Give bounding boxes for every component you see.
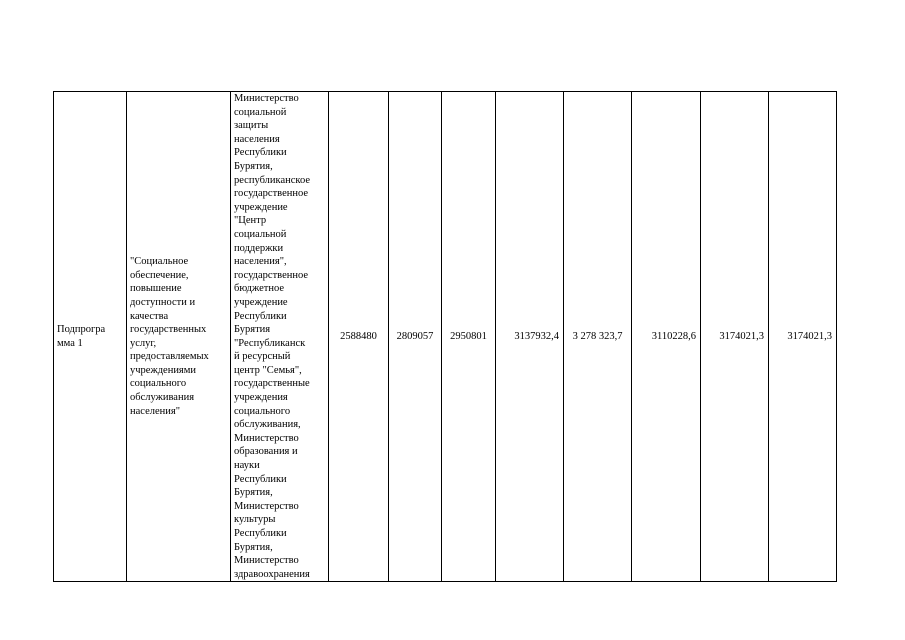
table-row bbox=[54, 92, 837, 582]
value-cell: 2588480 bbox=[329, 92, 389, 582]
value-cell: 2809057 bbox=[389, 92, 442, 582]
executors-cell: Министерство социальной защиты населения Республики Бурятия, республиканское государственное учреждение "Центр социальной поддержки населения", государственное бюджетное учреждение Республики Бурятия "Республиканск й ресурсный центр "Семья", государственные учреждения социального обслуживания, Министерство образования и науки Республики Бурятия, Министерство культуры Республики Бурятия, Министерство здравоохранения bbox=[231, 92, 329, 582]
subprogram-cell: Подпрогра мма 1 bbox=[54, 92, 127, 582]
subprogram-name-cell: "Социальное обеспечение, повышение доступности и качества государственных услуг, предоставляемых учреждениями социального обслуживания населения" bbox=[127, 92, 231, 582]
value-cell: 3174021,3 bbox=[701, 92, 769, 582]
value-cell: 2950801 bbox=[442, 92, 496, 582]
value-cell: 3174021,3 bbox=[769, 92, 837, 582]
value-cell: 3137932,4 bbox=[496, 92, 564, 582]
value-cell: 3110228,6 bbox=[632, 92, 701, 582]
value-cell: 3 278 323,7 bbox=[564, 92, 632, 582]
budget-table bbox=[53, 91, 837, 582]
